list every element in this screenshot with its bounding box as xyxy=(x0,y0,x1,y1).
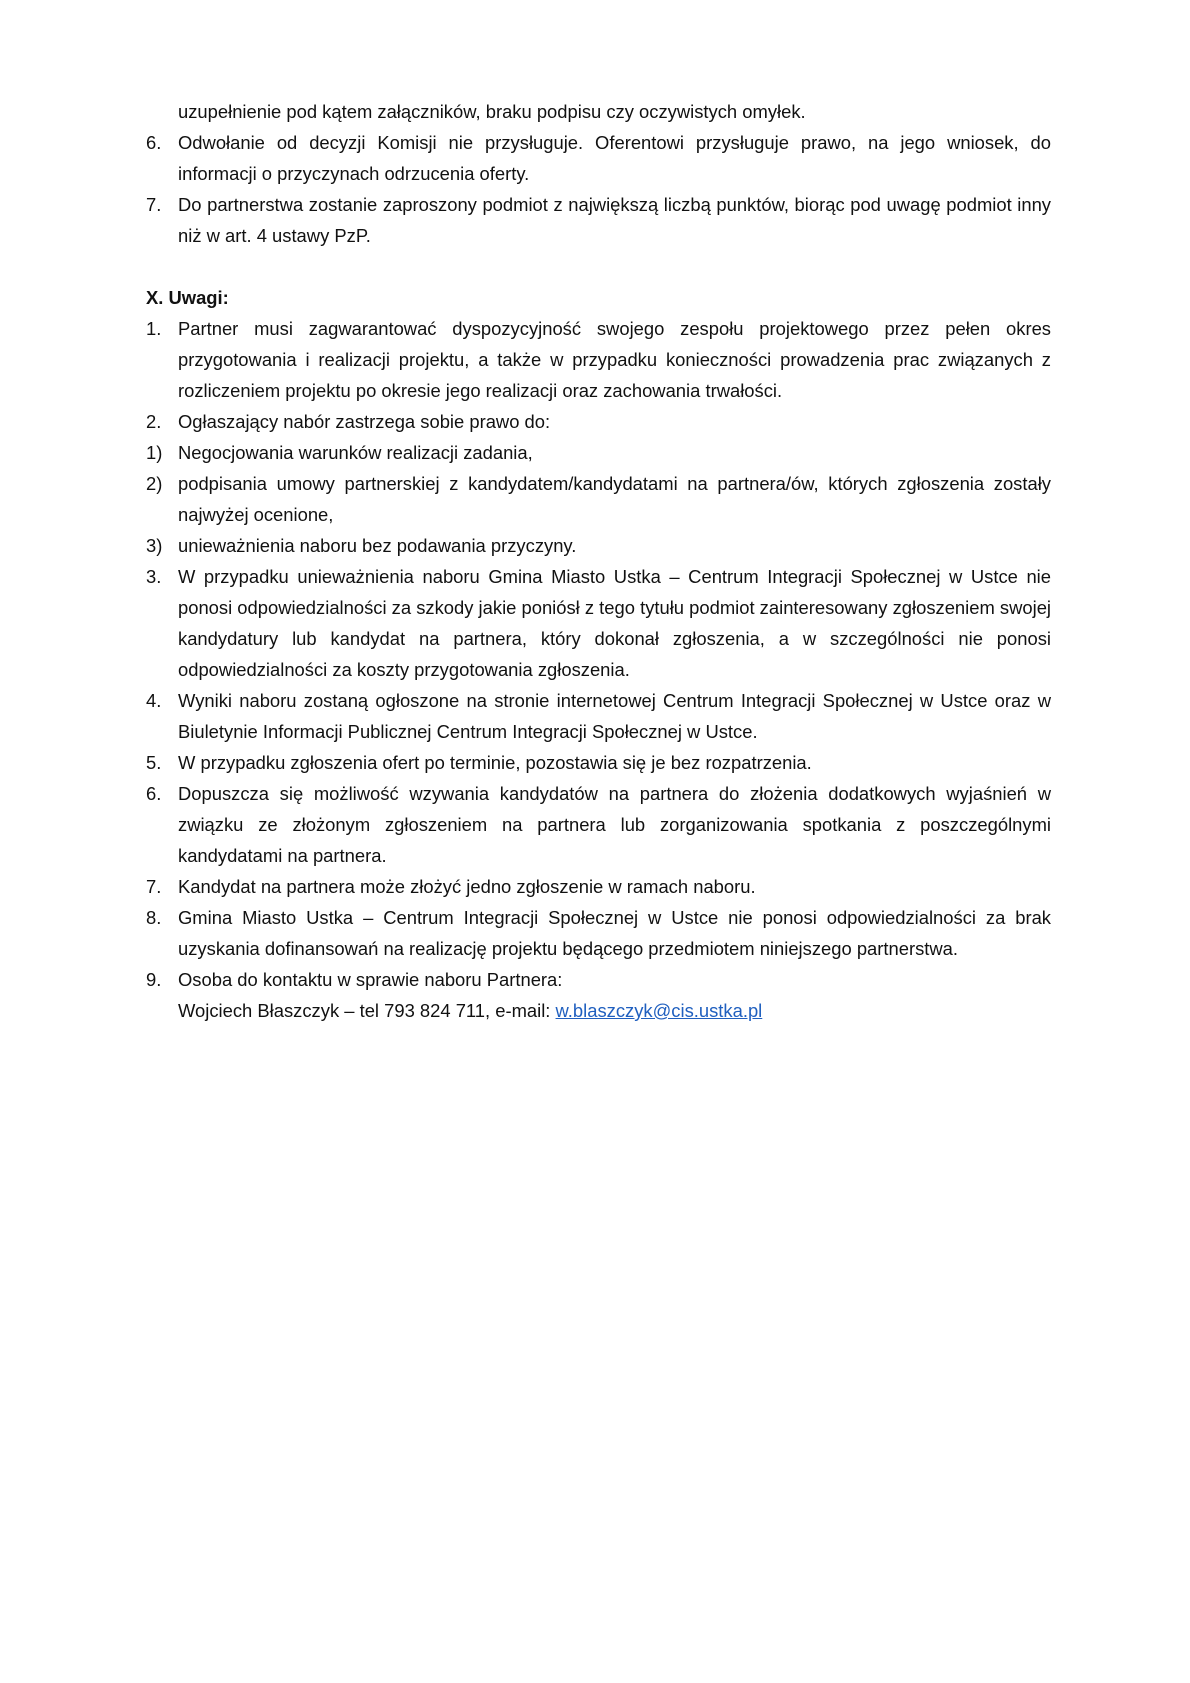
list-item-number: 4. xyxy=(146,690,162,711)
list-item-number: 9. xyxy=(146,969,162,990)
list-item-text: Dopuszcza się możliwość wzywania kandydatów na partnera do złożenia dodatkowych wyjaśnień w związku ze złożonym zgłoszeniem na partnera lub zorganizowania spotkania z poszczególnymi kandydatami na partnera. xyxy=(178,783,1051,866)
list-item xyxy=(146,127,1051,189)
list-item-text: Wyniki naboru zostaną ogłoszone na stronie internetowej Centrum Integracji Społecznej w Ustce oraz w Biuletynie Informacji Publicznej Centrum Integracji Społecznej w Ustce. xyxy=(178,690,1051,742)
list-item-text: Kandydat na partnera może złożyć jedno zgłoszenie w ramach naboru. xyxy=(178,876,756,897)
list-item xyxy=(146,189,1051,251)
sub-list-item xyxy=(146,437,1051,468)
list-item xyxy=(146,561,1051,685)
list-item xyxy=(146,871,1051,902)
list-item-number: 7. xyxy=(146,876,162,897)
list-item xyxy=(146,406,1051,437)
list-item-text: Negocjowania warunków realizacji zadania, xyxy=(178,442,533,463)
list-item-number: 3. xyxy=(146,566,162,587)
list-item xyxy=(146,902,1051,964)
list-item-text: Do partnerstwa zostanie zaproszony podmiot z największą liczbą punktów, biorąc pod uwagę podmiot inny niż w art. 4 ustawy PzP. xyxy=(178,194,1051,246)
list-item-number: 3) xyxy=(146,535,163,556)
continuation-paragraph xyxy=(146,96,1051,127)
contact-intro: Osoba do kontaktu w sprawie naboru Partnera: xyxy=(178,969,563,990)
list-item-text: Ogłaszający nabór zastrzega sobie prawo do: xyxy=(178,411,551,432)
list-item-number: 1. xyxy=(146,318,162,339)
contact-details xyxy=(178,995,1051,1026)
list-item-number: 2) xyxy=(146,473,163,494)
list-item xyxy=(146,778,1051,871)
list-item xyxy=(146,747,1051,778)
list-item xyxy=(146,313,1051,406)
contact-email-link[interactable]: w.blaszczyk@cis.ustka.pl xyxy=(555,1000,763,1021)
contact-list-item xyxy=(146,964,1051,1026)
list-item-text: Partner musi zagwarantować dyspozycyjność swojego zespołu projektowego przez pełen okres przygotowania i realizacji projektu, a także w przypadku konieczności prowadzenia prac związanych z rozliczeniem projektu po okresie jego realizacji oraz zachowania trwałości. xyxy=(178,318,1051,401)
list-item-number: 1) xyxy=(146,442,163,463)
document-body xyxy=(146,96,1051,1026)
contact-name-phone: Wojciech Błaszczyk – tel 793 824 711, e-mail: xyxy=(178,1000,556,1021)
list-item-text: podpisania umowy partnerskiej z kandydatem/kandydatami na partnera/ów, których zgłoszenia zostały najwyżej ocenione, xyxy=(178,473,1051,525)
list-item-number: 2. xyxy=(146,411,162,432)
list-item-number: 6. xyxy=(146,132,162,153)
list-item-text: W przypadku zgłoszenia ofert po terminie, pozostawia się je bez rozpatrzenia. xyxy=(178,752,812,773)
continuation-text: uzupełnienie pod kątem załączników, braku podpisu czy oczywistych omyłek. xyxy=(178,101,806,122)
list-item-text: W przypadku unieważnienia naboru Gmina Miasto Ustka – Centrum Integracji Społecznej w Ustce nie ponosi odpowiedzialności za szkody jakie poniósł z tego tytułu podmiot zainteresowany zgłoszeniem swojej kandydatury lub kandydat na partnera, który dokonał zgłoszenia, a w szczególności nie ponosi odpowiedzialności za koszty przygotowania zgłoszenia. xyxy=(178,566,1052,680)
list-item-number: 8. xyxy=(146,907,162,928)
sub-list-item xyxy=(146,468,1051,530)
sub-list-item xyxy=(146,530,1051,561)
list-item-text: Gmina Miasto Ustka – Centrum Integracji Społecznej w Ustce nie ponosi odpowiedzialności za brak uzyskania dofinansowań na realizację projektu będącego przedmiotem niniejszego partnerstwa. xyxy=(178,907,1051,959)
list-item-number: 5. xyxy=(146,752,162,773)
list-item-text: unieważnienia naboru bez podawania przyczyny. xyxy=(178,535,577,556)
section-heading-uwagi: X. Uwagi: xyxy=(146,287,229,308)
list-item-number: 6. xyxy=(146,783,162,804)
list-item-number: 7. xyxy=(146,194,162,215)
list-item-text: Odwołanie od decyzji Komisji nie przysługuje. Oferentowi przysługuje prawo, na jego wniosek, do informacji o przyczynach odrzucenia oferty. xyxy=(178,132,1051,184)
list-item xyxy=(146,685,1051,747)
